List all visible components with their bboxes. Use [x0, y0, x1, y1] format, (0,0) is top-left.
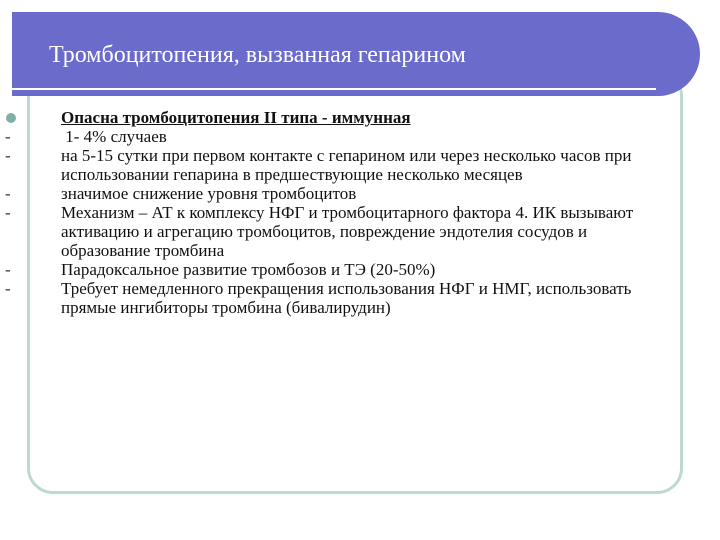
bullet-dot-icon: [6, 113, 16, 123]
title-underline: [12, 88, 656, 90]
section-heading: Опасна тромбоцитопения II типа - иммунная: [61, 108, 411, 127]
slide-content: [0, 108, 700, 317]
slide-title: Тромбоцитопения, вызванная гепарином: [49, 42, 466, 68]
list-item: [0, 184, 673, 203]
list-item: [0, 279, 673, 317]
dash-marker: -: [5, 203, 11, 222]
list-item-text: Парадоксальное развитие тромбозов и ТЭ (20-50%): [61, 260, 436, 279]
list-item-text: Требует немедленного прекращения использования НФГ и НМГ, использовать прямые ингибиторы тромбина (бивалирудин): [61, 279, 632, 317]
dash-marker: -: [5, 184, 11, 203]
list-item-text: значимое снижение уровня тромбоцитов: [61, 184, 357, 203]
dash-marker: -: [5, 279, 11, 298]
list-item: [0, 127, 673, 146]
list-item-text: на 5-15 сутки при первом контакте с гепарином или через несколько часов при использовании гепарина в предшествующие несколько месяцев: [61, 146, 632, 184]
list-item: [0, 260, 673, 279]
list-item-heading: [0, 108, 673, 127]
list-item: [0, 146, 673, 184]
list-item: [0, 203, 673, 260]
list-item-text: Механизм – АТ к комплексу НФГ и тромбоцитарного фактора 4. ИК вызывают активацию и агрегацию тромбоцитов, повреждение эндотелия сосудов и образование тромбина: [61, 203, 634, 260]
dash-marker: -: [5, 260, 11, 279]
dash-marker: -: [5, 146, 11, 165]
dash-marker: -: [5, 127, 11, 146]
list-item-text: 1- 4% случаев: [61, 127, 167, 146]
